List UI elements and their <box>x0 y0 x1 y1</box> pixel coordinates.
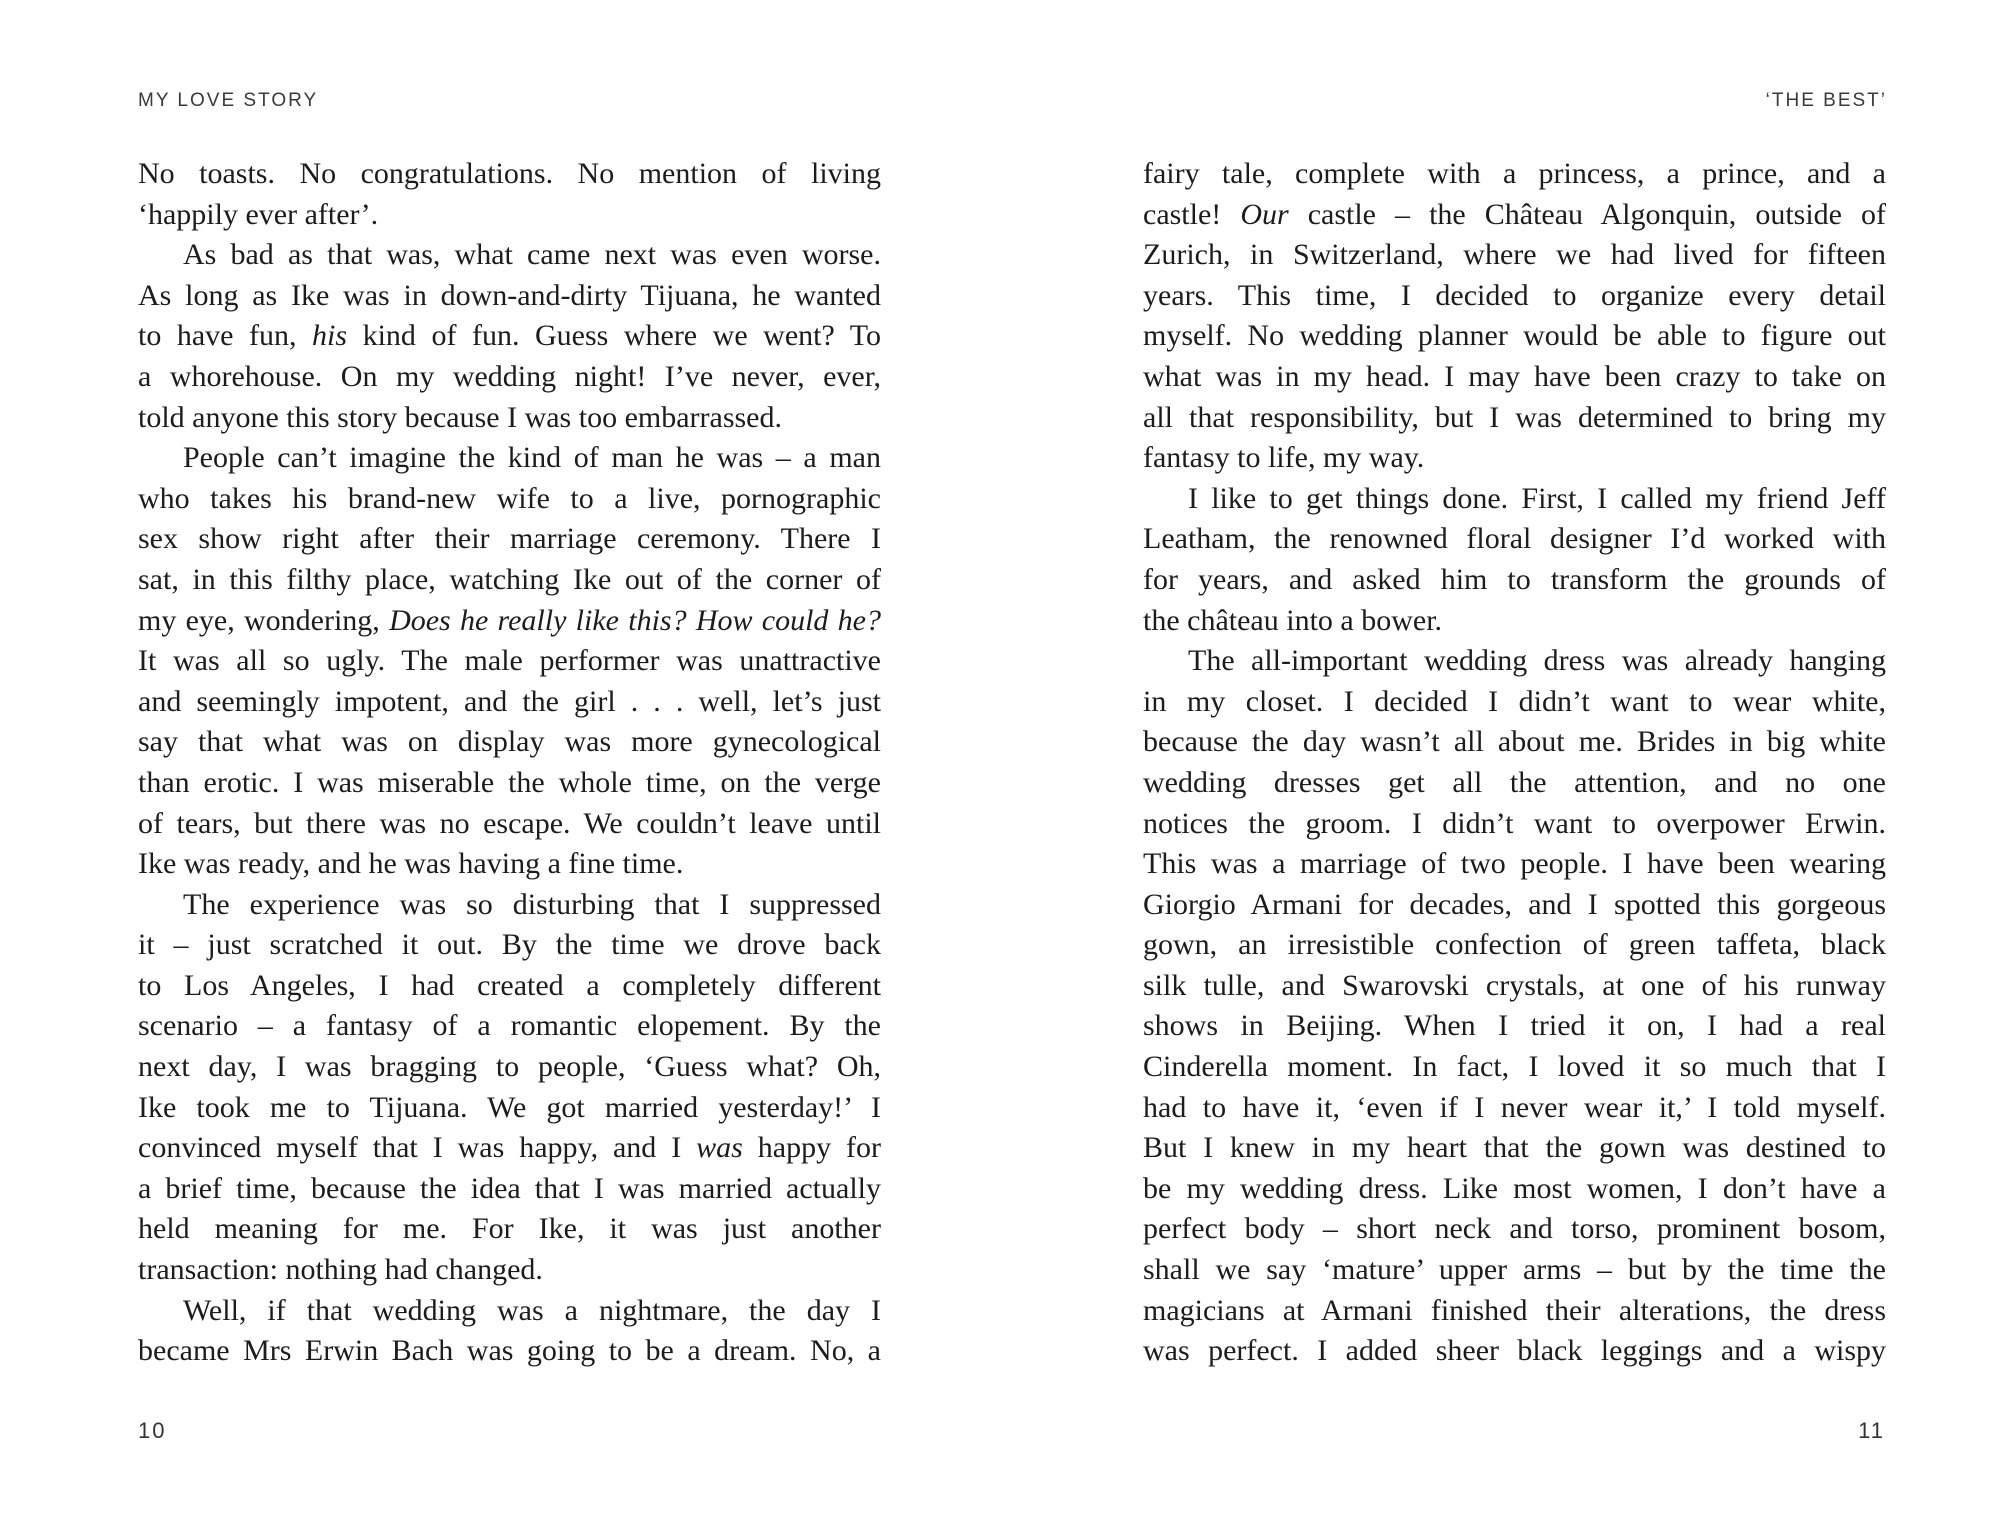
text-line <box>1143 641 1886 682</box>
text-run: it – just scratched it out. By the time we drove back <box>138 928 881 962</box>
text-line <box>1143 1088 1886 1129</box>
text-line <box>138 601 881 642</box>
text-line <box>1143 398 1886 439</box>
text-line <box>1143 763 1886 804</box>
text-run: The all-important wedding dress was already hanging <box>1188 644 1886 678</box>
text-line <box>138 1209 881 1250</box>
text-line <box>138 1169 881 1210</box>
text-line <box>138 1006 881 1047</box>
text-run: of tears, but there was no escape. We couldn’t leave until <box>138 806 881 840</box>
text-run: fairy tale, complete with a princess, a prince, and a <box>1143 157 1886 190</box>
text-line <box>1143 235 1886 276</box>
text-line <box>1143 844 1886 885</box>
page-number-left: 10 <box>138 1418 167 1443</box>
text-run: gown, an irresistible confection of green taffeta, black <box>1143 928 1886 962</box>
text-line <box>1143 722 1886 763</box>
running-head-right: ‘THE BEST’ <box>1765 90 1887 111</box>
text-run: Ike took me to Tijuana. We got married yesterday!’ I <box>138 1090 881 1124</box>
text-line <box>138 722 881 763</box>
text-line <box>1143 966 1886 1007</box>
text-line <box>138 560 881 601</box>
text-run: perfect body – short neck and torso, prominent bosom, <box>1143 1212 1886 1246</box>
text-line <box>138 235 881 276</box>
text-line <box>138 357 881 398</box>
text-run: convinced myself that I was happy, and I <box>138 1131 697 1165</box>
right-page <box>995 0 1989 1531</box>
body-text-left <box>138 154 881 1372</box>
text-line <box>1143 519 1886 560</box>
text-line <box>1143 885 1886 926</box>
text-line <box>138 1128 881 1169</box>
italic-text-run: Does he really like this? How could he? <box>389 603 881 637</box>
text-line <box>1143 154 1886 195</box>
text-line <box>138 966 881 1007</box>
text-line <box>138 1250 881 1291</box>
text-line <box>138 519 881 560</box>
text-line <box>138 438 881 479</box>
text-run: Zurich, in Switzerland, where we had lived for fifteen <box>1143 238 1886 272</box>
text-run: be my wedding dress. Like most women, I don’t have a <box>1143 1171 1886 1205</box>
text-run: People can’t imagine the kind of man he was – a man <box>183 441 881 475</box>
text-line <box>1143 601 1886 642</box>
text-run: than erotic. I was miserable the whole time, on the verge <box>138 765 881 799</box>
text-run: my eye, wondering, <box>138 603 390 637</box>
text-run: the château into a bower. <box>1143 603 1443 637</box>
text-line <box>1143 560 1886 601</box>
text-run: Leatham, the renowned floral designer I’d worked with <box>1143 522 1886 556</box>
text-line <box>138 195 881 236</box>
text-run: years. This time, I decided to organize every detail <box>1143 278 1886 312</box>
text-run: transaction: nothing had changed. <box>138 1253 543 1287</box>
text-run: in my closet. I decided I didn’t want to wear white, <box>1143 684 1886 718</box>
text-line <box>138 1047 881 1088</box>
text-line <box>138 1291 881 1332</box>
text-run: silk tulle, and Swarovski crystals, at one of his runway <box>1143 968 1886 1002</box>
text-line <box>1143 1250 1886 1291</box>
text-run: wedding dresses get all the attention, and no one <box>1143 765 1886 799</box>
text-line <box>1143 316 1886 357</box>
text-run: scenario – a fantasy of a romantic elopement. By the <box>138 1009 881 1043</box>
text-line <box>1143 195 1886 236</box>
body-text-right <box>1143 154 1886 1372</box>
text-run: No toasts. No congratulations. No mention of living <box>138 157 881 190</box>
text-run: had to have it, ‘even if I never wear it,’ I told myself. <box>1143 1090 1886 1124</box>
text-line <box>1143 276 1886 317</box>
text-line <box>1143 1128 1886 1169</box>
text-run: But I knew in my heart that the gown was destined to <box>1143 1131 1886 1165</box>
text-line <box>138 885 881 926</box>
text-run: kind of fun. Guess where we went? To <box>347 319 881 353</box>
text-line <box>1143 1047 1886 1088</box>
running-head-left: MY LOVE STORY <box>138 90 319 111</box>
text-line <box>138 844 881 885</box>
text-line <box>1143 1169 1886 1210</box>
text-run: shall we say ‘mature’ upper arms – but by the time the <box>1143 1253 1886 1287</box>
text-run: who takes his brand-new wife to a live, pornographic <box>138 481 881 515</box>
text-run: castle! <box>1143 197 1241 231</box>
text-run: As bad as that was, what came next was even worse. <box>183 238 881 272</box>
text-line <box>138 763 881 804</box>
text-line <box>1143 1209 1886 1250</box>
text-line <box>1143 682 1886 723</box>
text-run: It was all so ugly. The male performer was unattractive <box>138 644 881 678</box>
text-run: notices the groom. I didn’t want to overpower Erwin. <box>1143 806 1886 840</box>
text-line <box>1143 438 1886 479</box>
text-run: next day, I was bragging to people, ‘Guess what? Oh, <box>138 1050 881 1084</box>
text-line <box>1143 1006 1886 1047</box>
text-line <box>1143 479 1886 520</box>
text-line <box>138 641 881 682</box>
text-run: because the day wasn’t all about me. Brides in big white <box>1143 725 1886 759</box>
text-line <box>138 925 881 966</box>
text-run: sat, in this filthy place, watching Ike out of the corner of <box>138 562 881 596</box>
text-run: was perfect. I added sheer black leggings and a wispy <box>1143 1334 1886 1368</box>
text-run: all that responsibility, but I was determined to bring my <box>1143 400 1886 434</box>
italic-text-run: Our <box>1240 197 1289 231</box>
text-run: to have fun, <box>138 319 313 353</box>
text-run: what was in my head. I may have been crazy to take on <box>1143 359 1886 393</box>
text-line <box>1143 357 1886 398</box>
text-line <box>138 1088 881 1129</box>
text-run: and seemingly impotent, and the girl . . . well, let’s just <box>138 684 881 718</box>
text-run: a brief time, because the idea that I was married actually <box>138 1171 881 1205</box>
text-run: held meaning for me. For Ike, it was just another <box>138 1212 881 1246</box>
text-run: for years, and asked him to transform the grounds of <box>1143 562 1886 596</box>
text-run: Ike was ready, and he was having a fine time. <box>138 847 684 881</box>
text-run: sex show right after their marriage ceremony. There I <box>138 522 881 556</box>
text-run: castle – the Château Algonquin, outside of <box>1288 197 1887 231</box>
text-line <box>138 479 881 520</box>
text-run: Well, if that wedding was a nightmare, the day I <box>183 1293 881 1327</box>
text-run: Giorgio Armani for decades, and I spotted this gorgeous <box>1143 887 1886 921</box>
text-run: magicians at Armani finished their alterations, the dress <box>1143 1293 1886 1327</box>
text-run: ‘happily ever after’. <box>138 197 379 231</box>
text-line <box>138 1331 881 1372</box>
text-run: say that what was on display was more gynecological <box>138 725 881 759</box>
text-run: myself. No wedding planner would be able to figure out <box>1143 319 1886 353</box>
italic-text-run: was <box>696 1131 743 1165</box>
text-run: to Los Angeles, I had created a completely different <box>138 968 881 1002</box>
italic-text-run: his <box>312 319 348 353</box>
text-line <box>1143 1331 1886 1372</box>
text-line <box>138 154 881 195</box>
text-line <box>138 682 881 723</box>
text-run: This was a marriage of two people. I have been wearing <box>1143 847 1886 881</box>
text-run: As long as Ike was in down-and-dirty Tijuana, he wanted <box>138 278 881 312</box>
text-line <box>138 316 881 357</box>
text-run: The experience was so disturbing that I suppressed <box>183 887 881 921</box>
text-line <box>1143 1291 1886 1332</box>
text-line <box>138 276 881 317</box>
text-line <box>138 804 881 845</box>
text-run: a whorehouse. On my wedding night! I’ve never, ever, <box>138 359 881 393</box>
page-number-right: 11 <box>1858 1418 1885 1443</box>
text-run: happy for <box>742 1131 881 1165</box>
text-run: fantasy to life, my way. <box>1143 441 1425 475</box>
text-line <box>138 398 881 439</box>
text-run: I like to get things done. First, I called my friend Jeff <box>1188 481 1886 515</box>
text-line <box>1143 804 1886 845</box>
text-run: became Mrs Erwin Bach was going to be a dream. No, a <box>138 1334 881 1368</box>
text-run: told anyone this story because I was too embarrassed. <box>138 400 782 434</box>
text-run: shows in Beijing. When I tried it on, I had a real <box>1143 1009 1886 1043</box>
text-run: Cinderella moment. In fact, I loved it so much that I <box>1143 1050 1886 1084</box>
text-line <box>1143 925 1886 966</box>
